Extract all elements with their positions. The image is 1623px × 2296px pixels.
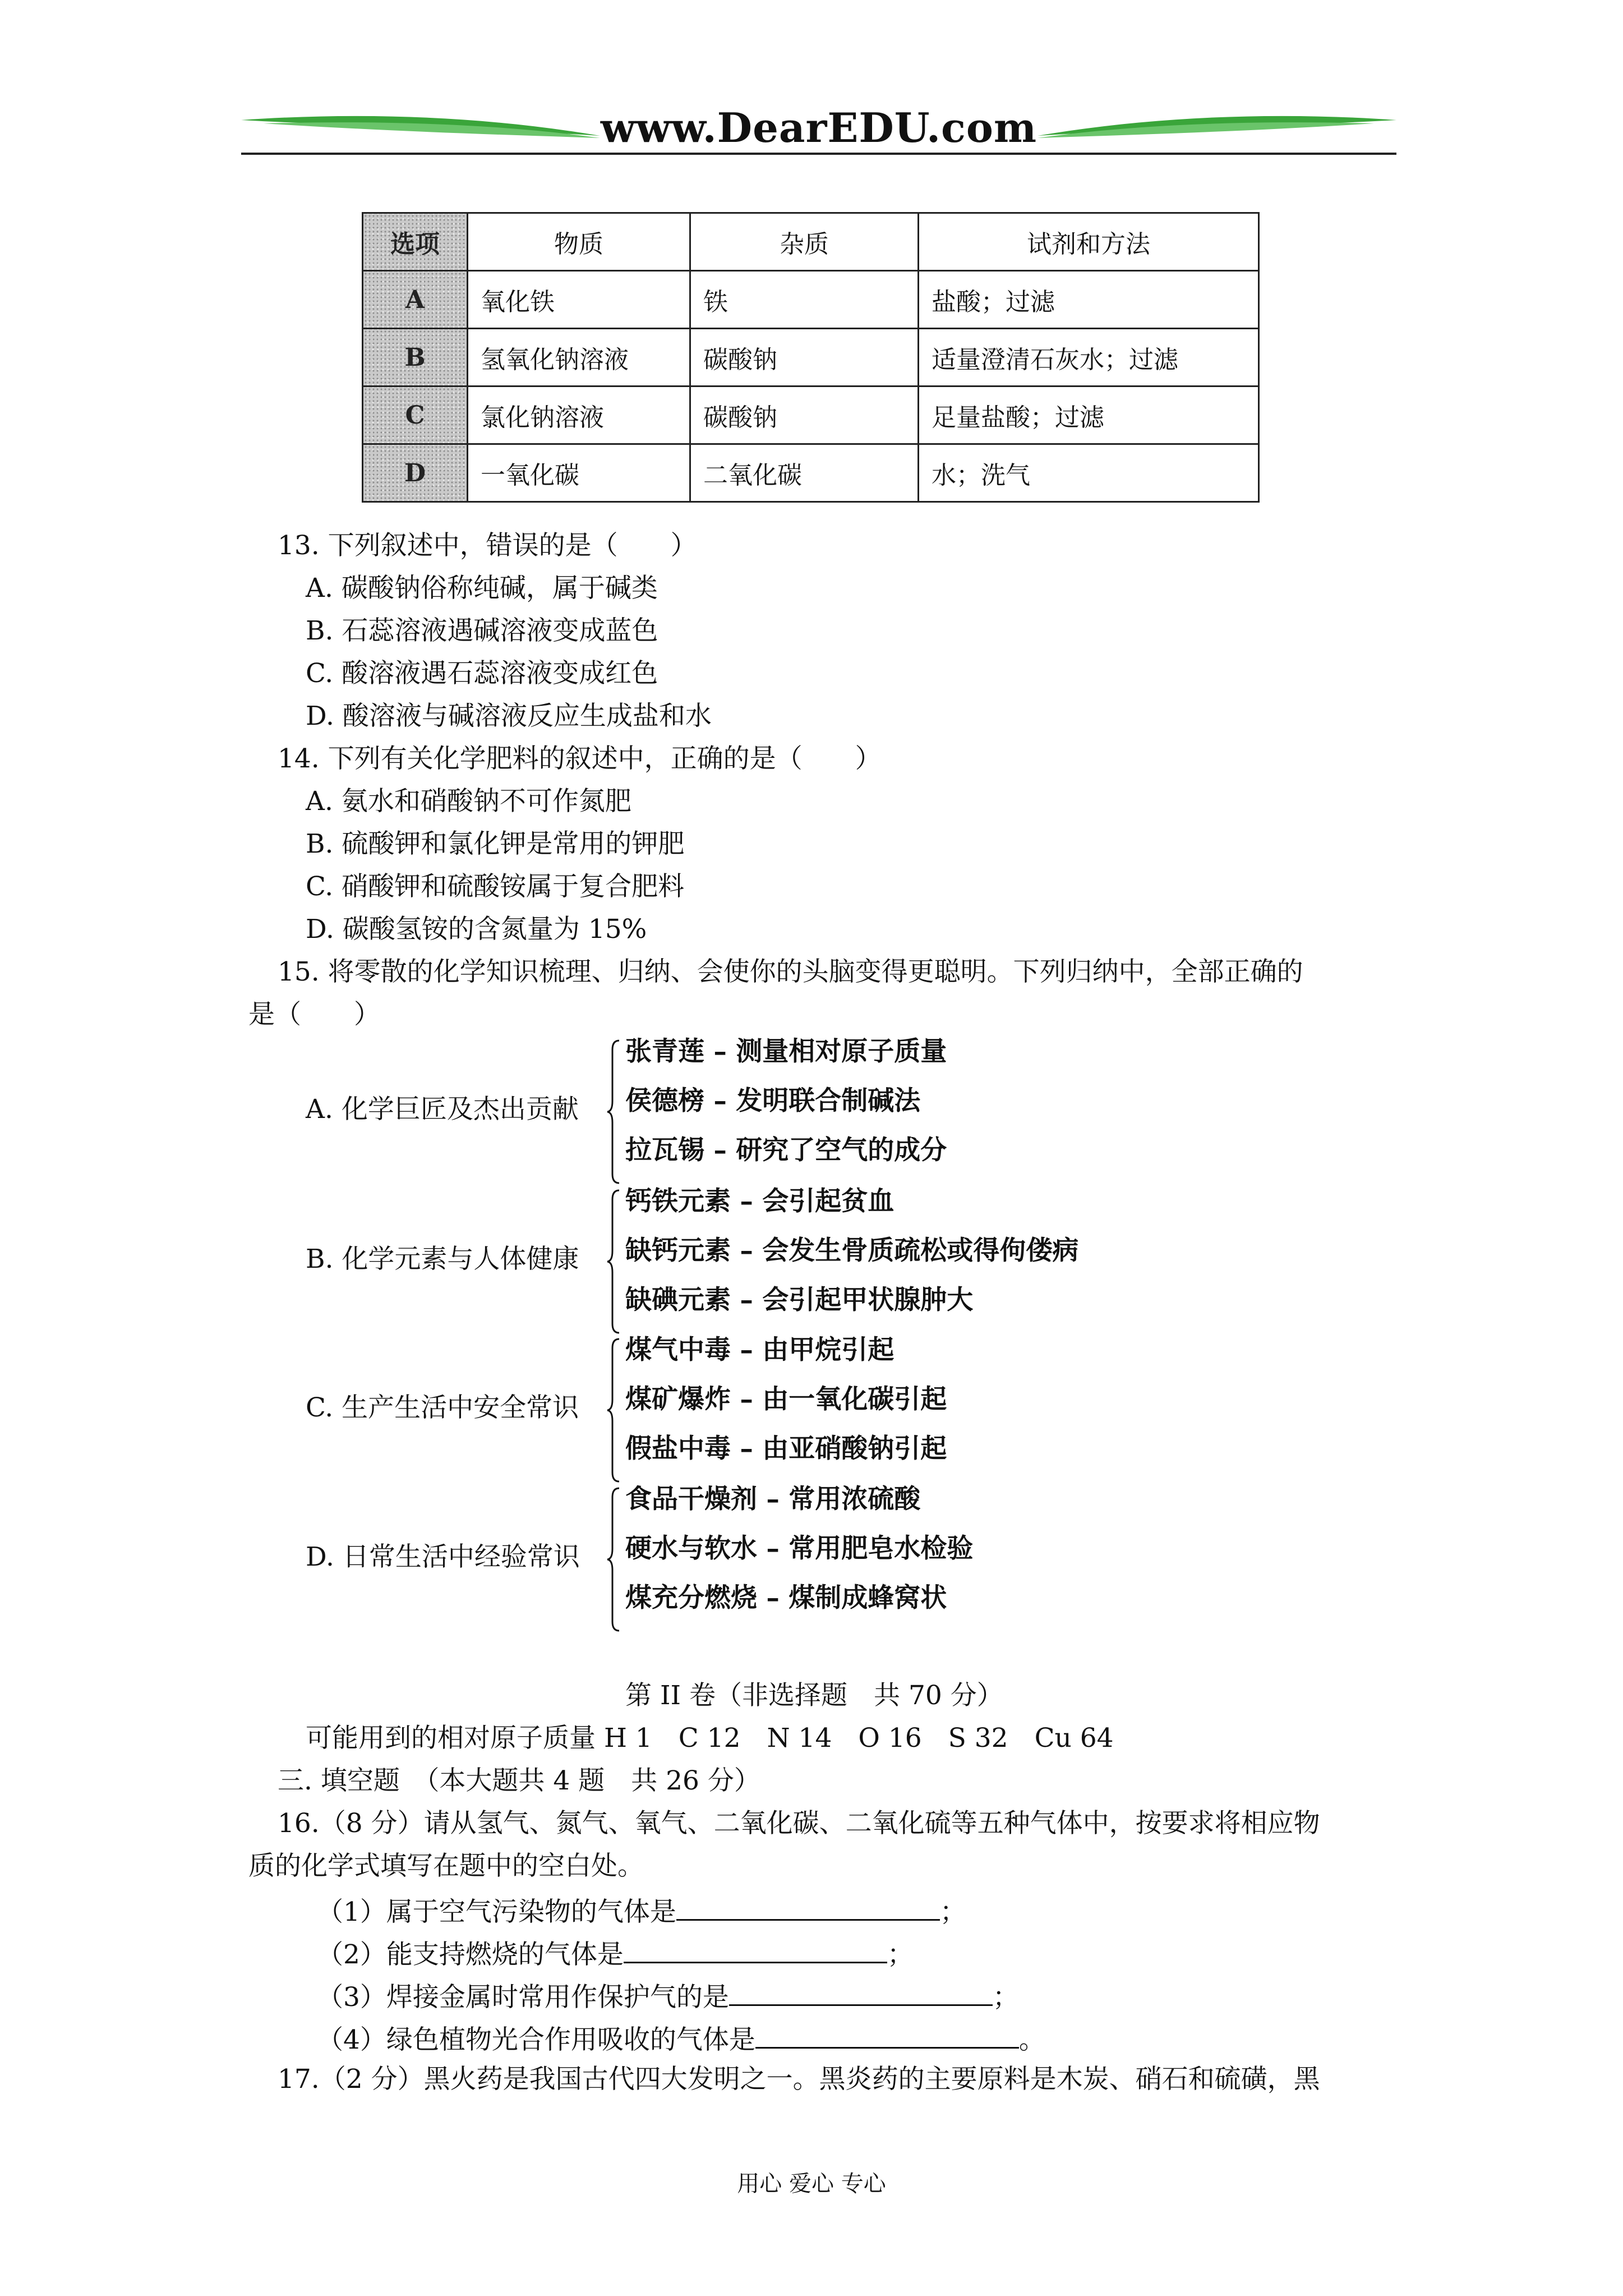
question-15-option-c — [306, 1333, 1203, 1485]
question-17-stem: 17.（2 分）黑火药是我国古代四大发明之一。黑炎药的主要原料是木炭、硝石和硫磺，黑 — [278, 2064, 1320, 2095]
table-cell-substance: 氯化钠溶液 — [468, 386, 690, 444]
table-cell-method: 水；洗气 — [919, 444, 1259, 502]
option-label: C. 生产生活中安全常识 — [306, 1392, 579, 1423]
table-cell-impurity: 碳酸钠 — [690, 386, 919, 444]
page-header — [241, 101, 1396, 163]
option-item: 假盐中毒 – 由亚硝酸钠引起 — [625, 1433, 947, 1464]
table-row — [363, 271, 1259, 329]
table-row — [363, 329, 1259, 386]
question-15-option-a — [306, 1035, 1203, 1186]
question-16-item-1 — [317, 1892, 966, 1929]
question-14-option-c: C. 硝酸钾和硫酸铵属于复合肥料 — [306, 871, 685, 902]
header-rule — [241, 153, 1396, 155]
table-row — [363, 444, 1259, 502]
question-13-option-b: B. 石蕊溶液遇碱溶液变成蓝色 — [306, 615, 658, 646]
question-13-stem: 13. 下列叙述中，错误的是（ ） — [278, 530, 697, 561]
curly-brace — [606, 1038, 623, 1185]
question-14-stem: 14. 下列有关化学肥料的叙述中，正确的是（ ） — [278, 743, 882, 774]
table-cell-method: 足量盐酸；过滤 — [919, 386, 1259, 444]
reagent-table — [362, 212, 1260, 503]
table-header-cell: 试剂和方法 — [919, 213, 1259, 271]
curly-brace — [606, 1188, 623, 1335]
item-end: ； — [939, 1897, 966, 1927]
table-cell-substance: 氢氧化钠溶液 — [468, 329, 690, 386]
option-label: D. 日常生活中经验常识 — [306, 1542, 580, 1572]
table-cell-impurity: 碳酸钠 — [690, 329, 919, 386]
table-cell-impurity: 二氧化碳 — [690, 444, 919, 502]
option-item: 煤矿爆炸 – 由一氧化碳引起 — [625, 1384, 947, 1415]
table-cell-substance: 氧化铁 — [468, 271, 690, 329]
table-header-cell: 杂质 — [690, 213, 919, 271]
question-16-item-3 — [317, 1977, 1019, 2014]
table-cell-option: B — [363, 329, 468, 386]
question-16-item-4 — [317, 2020, 1045, 2057]
table-row — [363, 386, 1259, 444]
table-cell-option: A — [363, 271, 468, 329]
answer-blank[interactable] — [755, 2020, 1019, 2049]
question-16-item-2 — [317, 1935, 914, 1972]
question-14-option-d: D. 碳酸氢铵的含氮量为 15% — [306, 914, 647, 945]
table-cell-option: C — [363, 386, 468, 444]
option-label: B. 化学元素与人体健康 — [306, 1244, 579, 1274]
question-16-stem: 16.（8 分）请从氢气、氮气、氧气、二氧化碳、二氧化硫等五种气体中，按要求将相应物 — [278, 1808, 1320, 1839]
table-cell-impurity: 铁 — [690, 271, 919, 329]
question-15-option-b — [306, 1185, 1203, 1336]
question-15-stem: 15. 将零散的化学知识梳理、归纳、会使你的头脑变得更聪明。下列归纳中，全部正确的 — [278, 956, 1303, 987]
section-heading: 三. 填空题 （本大题共 4 题 共 26 分） — [278, 1765, 760, 1796]
option-item: 煤气中毒 – 由甲烷引起 — [625, 1335, 895, 1365]
option-item: 煤充分燃烧 – 煤制成蜂窝状 — [625, 1582, 947, 1613]
item-text: （1）属于空气污染物的气体是 — [317, 1897, 676, 1927]
item-end: ； — [992, 1982, 1019, 2013]
question-13-option-a: A. 碳酸钠俗称纯碱，属于碱类 — [306, 573, 658, 604]
table-header-cell: 选项 — [363, 213, 468, 271]
table-cell-substance: 一氧化碳 — [468, 444, 690, 502]
option-item: 张青莲 – 测量相对原子质量 — [625, 1036, 947, 1067]
question-15-option-d — [306, 1483, 1203, 1634]
answer-blank[interactable] — [676, 1892, 940, 1921]
question-13-option-c: C. 酸溶液遇石蕊溶液变成红色 — [306, 658, 658, 689]
question-14-option-a: A. 氨水和硝酸钠不可作氮肥 — [306, 786, 631, 817]
option-item: 缺钙元素 – 会发生骨质疏松或得佝偻病 — [625, 1235, 1079, 1266]
option-item: 钙铁元素 – 会引起贫血 — [625, 1186, 895, 1217]
item-end: 。 — [1018, 2024, 1045, 2055]
table-cell-option: D — [363, 444, 468, 502]
item-text: （4）绿色植物光合作用吸收的气体是 — [317, 2024, 755, 2055]
option-item: 拉瓦锡 – 研究了空气的成分 — [625, 1135, 947, 1166]
table-header-cell: 物质 — [468, 213, 690, 271]
answer-blank[interactable] — [729, 1977, 993, 2006]
item-text: （3）焊接金属时常用作保护气的是 — [317, 1982, 729, 2013]
table-cell-method: 适量澄清石灰水；过滤 — [919, 329, 1259, 386]
table-cell-method: 盐酸；过滤 — [919, 271, 1259, 329]
atomic-mass-line: 可能用到的相对原子质量 H 1 C 12 N 14 O 16 S 32 Cu 64 — [306, 1723, 1114, 1754]
option-item: 硬水与软水 – 常用肥皂水检验 — [625, 1533, 974, 1564]
item-text: （2）能支持燃烧的气体是 — [317, 1939, 624, 1970]
site-logo-text: www.DearEDU.com — [600, 104, 1038, 151]
question-15-stem-cont: 是（ ） — [248, 999, 380, 1030]
question-14-option-b: B. 硫酸钾和氯化钾是常用的钾肥 — [306, 829, 685, 859]
curly-brace — [606, 1337, 623, 1484]
option-item: 侯德榜 – 发明联合制碱法 — [625, 1085, 921, 1116]
option-label: A. 化学巨匠及杰出贡献 — [306, 1094, 579, 1125]
part-2-title: 第 II 卷（非选择题 共 70 分） — [625, 1680, 1003, 1711]
option-item: 缺碘元素 – 会引起甲状腺肿大 — [625, 1285, 974, 1315]
option-item: 食品干燥剂 – 常用浓硫酸 — [625, 1484, 921, 1515]
question-16-stem-cont: 质的化学式填写在题中的空白处。 — [248, 1851, 644, 1881]
item-end: ； — [887, 1939, 914, 1970]
page-footer: 用心 爱心 专心 — [737, 2171, 886, 2197]
answer-blank[interactable] — [624, 1935, 887, 1963]
question-13-option-d: D. 酸溶液与碱溶液反应生成盐和水 — [306, 701, 712, 731]
curly-brace — [606, 1486, 623, 1633]
table-header-row — [363, 213, 1259, 271]
